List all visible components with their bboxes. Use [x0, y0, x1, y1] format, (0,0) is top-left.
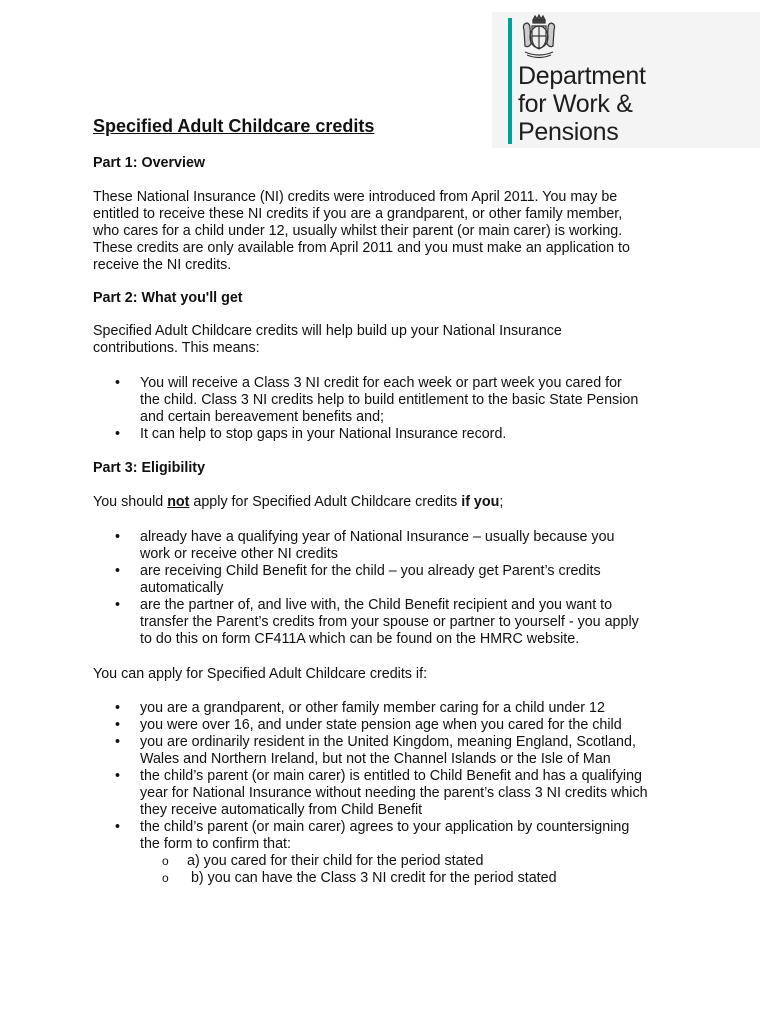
- list-item: [93, 426, 693, 443]
- logo-department-name: [518, 62, 646, 146]
- dwp-logo: [492, 12, 760, 148]
- list-item-line: the form to confirm that:: [140, 836, 291, 852]
- list-item: [93, 768, 693, 819]
- part2-intro: [93, 323, 691, 357]
- should-not-prefix: You should: [93, 494, 168, 510]
- sub-bullet-list: [140, 853, 693, 887]
- part1-heading: Part 1: Overview: [93, 155, 206, 171]
- if-you-emphasis: if you: [461, 494, 500, 510]
- should-not-apply-statement: [93, 494, 691, 511]
- part1-paragraph: [93, 189, 691, 274]
- paragraph-line: entitled to receive these NI credits if you are a grandparent, or other family member,: [93, 206, 623, 222]
- list-item-line: • are receiving Child Benefit for the child – you already get Parent’s credits: [140, 563, 601, 579]
- list-item-line: • you are a grandparent, or other family member caring for a child under 12: [140, 700, 605, 716]
- royal-coat-of-arms-icon: [520, 14, 558, 60]
- paragraph-line: These credits are only available from April 2011 and you must make an application to: [93, 240, 630, 256]
- list-item-line: automatically: [140, 580, 224, 596]
- list-item-line: year for National Insurance without needing the parent’s class 3 NI credits which: [140, 785, 648, 801]
- list-item-line: • already have a qualifying year of National Insurance – usually because you: [140, 529, 615, 545]
- list-item-line: transfer the Parent’s credits from your spouse or partner to yourself - you apply: [140, 614, 639, 630]
- should-not-middle: apply for Specified Adult Childcare credits: [189, 494, 462, 510]
- paragraph-line: These National Insurance (NI) credits were introduced from April 2011. You may be: [93, 189, 618, 205]
- list-item-line: the child. Class 3 NI credits help to build entitlement to the basic State Pension: [140, 392, 639, 408]
- list-item-line: to do this on form CF411A which can be found on the HMRC website.: [140, 631, 580, 647]
- paragraph-line: contributions. This means:: [93, 340, 260, 356]
- paragraph-line: receive the NI credits.: [93, 257, 232, 273]
- list-item-line: • you were over 16, and under state pension age when you cared for the child: [140, 717, 622, 733]
- sub-list-item: o b) you can have the Class 3 NI credit for the period stated: [140, 870, 693, 887]
- logo-line-3: Pensions: [518, 118, 619, 146]
- list-item-line: • the child’s parent (or main carer) is entitled to Child Benefit and has a qualifying: [140, 768, 642, 784]
- paragraph-line: You can apply for Specified Adult Childcare credits if:: [93, 666, 428, 682]
- list-item-line: and certain bereavement benefits and;: [140, 409, 385, 425]
- can-apply-bullet-list: [93, 700, 693, 887]
- should-not-suffix: ;: [499, 494, 504, 510]
- list-item: [93, 597, 693, 648]
- not-emphasis: not: [167, 494, 190, 510]
- part2-heading: Part 2: What you'll get: [93, 290, 243, 306]
- paragraph-line: Specified Adult Childcare credits will help build up your National Insurance: [93, 323, 562, 339]
- list-item-line: they receive automatically from Child Benefit: [140, 802, 423, 818]
- list-item-line: • It can help to stop gaps in your National Insurance record.: [140, 426, 507, 442]
- list-item: [93, 700, 693, 717]
- list-item: [93, 734, 693, 768]
- part3-heading: Part 3: Eligibility: [93, 460, 206, 476]
- part2-bullet-list: [93, 375, 693, 443]
- list-item: [93, 375, 693, 426]
- can-apply-statement: [93, 666, 691, 683]
- logo-line-2: for Work &: [518, 90, 633, 118]
- list-item: [93, 563, 693, 597]
- logo-accent-bar: [508, 18, 512, 144]
- list-item-line: • the child’s parent (or main carer) agrees to your application by countersigning: [140, 819, 630, 835]
- list-item-line: • You will receive a Class 3 NI credit for each week or part week you cared for: [140, 375, 622, 391]
- list-item-line: • you are ordinarily resident in the United Kingdom, meaning England, Scotland,: [140, 734, 636, 750]
- should-not-bullet-list: [93, 529, 693, 648]
- list-item-line: • are the partner of, and live with, the Child Benefit recipient and you want to: [140, 597, 613, 613]
- list-item: [93, 717, 693, 734]
- list-item: [93, 529, 693, 563]
- list-item-line: Wales and Northern Ireland, but not the Channel Islands or the Isle of Man: [140, 751, 611, 767]
- logo-line-1: Department: [518, 62, 646, 90]
- page-title: Specified Adult Childcare credits: [93, 116, 375, 136]
- should-not-line: [93, 494, 691, 511]
- paragraph-line: who cares for a child under 12, usually whilst their parent (or main carer) is working.: [93, 223, 623, 239]
- list-item: [93, 819, 693, 887]
- sub-list-item: o a) you cared for their child for the period stated: [140, 853, 693, 870]
- list-item-line: work or receive other NI credits: [140, 546, 338, 562]
